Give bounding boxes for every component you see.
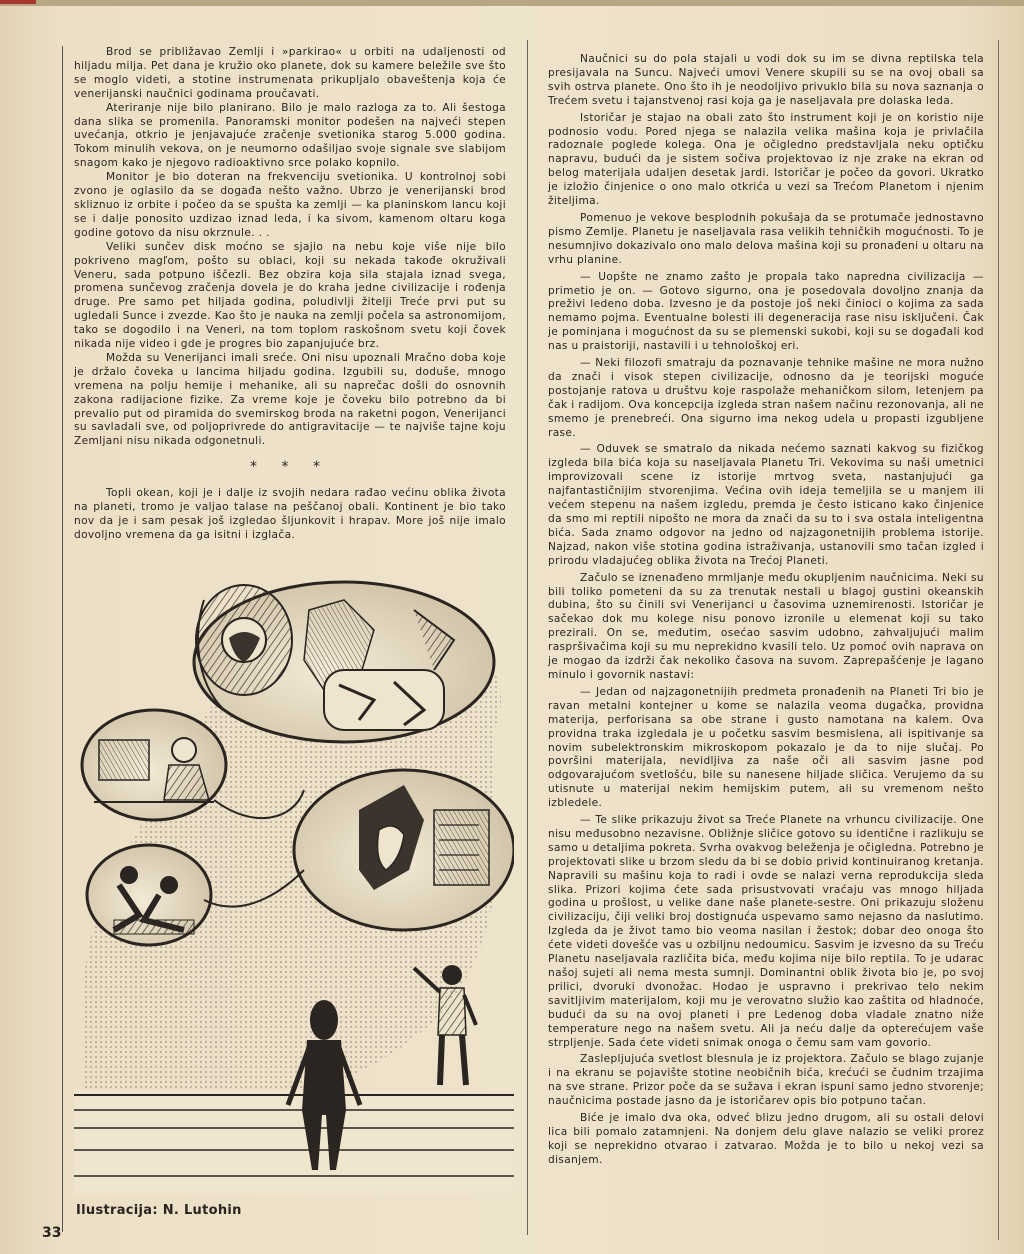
bubble-egyptian-scene <box>294 770 514 930</box>
left-paragraph-6: Topli okean, koji je i dalje iz svojih nedara rađao većinu oblika života na planeti, tromo je valjao talase na peščanoj obali. Kontinent je bio tako nov da je i sam pesak još izgledao šljunkovit i hrapav. More još nije imalo dovoljno vremena da ga isitni i izglača. <box>74 487 506 541</box>
right-paragraph-2: Istoričar je stajao na obali zato što instrument koji je on koristio nije podnosio vodu. Pored njega se nalazila velika mašina koja je privlačila radoznale poglede kolega. Ona je očigledno predstavljala neku optičku napravu, budući da je sistem sočiva projektovao iz nje zrake na ekran od belog materijala udaljen desetak jardi. Istoričar je počeo da govori. Ukratko je izložio činjenice o ono malo otkrića u vezi sa Trećom Planetom i njenim žiteljima. <box>548 111 984 208</box>
left-column <box>74 46 506 543</box>
perspective-floor <box>74 1090 514 1195</box>
right-paragraph-11: Biće je imalo dva oka, odveć blizu jedno drugom, ali su ostali delovi lica bili pomalo zatamnjeni. Na donjem delu glave nalazio se veliki prorez koji se neprekidno otvarao i zatvarao. Možda je to bilo u nekoj vezi sa disanjem. <box>548 1112 984 1166</box>
top-edge <box>0 0 1024 6</box>
bubble-fight-scene <box>87 845 211 945</box>
right-paragraph-7: Začulo se iznenađeno mrmljanje među okupljenim naučnicima. Neki su bili toliko pometeni da su za trenutak nestali u blagoj gustini okeanskih dubina, što su činili svi Venerijanci u časovima uznemirenosti. Istoričar je sačekao dok mu kolege nisu ponovo izronile u elemenat koji su tako prezirali. On se, međutim, osećao sasvim udobno, zahvaljujući malim raspršivačima koji su mu neprekidno kvasili telo. Uz pomoć ovih naprava on je mogao da izdrži čak nekoliko časova na suvom. Zaprepašćenje je lagano minulo i govornik nastavi: <box>548 571 984 681</box>
right-paragraph-8: — Jedan od najzagonetnijih predmeta pronađenih na Planeti Tri bio je ravan metalni kontejner u kome se nalazila veoma dugačka, providna materija, perforisana sa obe strane i gusto namotana na kalem. Ova providna traka izgledala je u početku sasvim besmislena, ali ispitivanje sa novim subelektronskim mikroskopom pokazalo je da to nije slučaj. Po površini materijala, nevidljiva za naše oči ali sasvim jasne pod odgovarajućom svetlošću, bile su nanesene hiljade sličica. Verujemo da su utisnute u materijal nekim hemijskim putem, ali su vremenom nešto izbledele. <box>548 685 984 810</box>
bubble-workshop-scene <box>82 710 226 820</box>
right-paragraph-5: — Neki filozofi smatraju da poznavanje tehnike mašine ne mora nužno da znači i visok stepen civilizacije, odnosno da je teorijski moguće postojanje ratova u društvu koje raspolaže mehaničkom silom, letenjem pa čak i radijom. Ova koncepcija izgleda stran našem načinu rezonovanja, ali ne smemo je prenebreći. Ona sigurno ima nekog udela u propasti izgubljene rase. <box>548 357 984 439</box>
right-column <box>548 53 984 1168</box>
bubble-ancient-scene <box>194 582 494 742</box>
left-paragraph-3: Monitor je bio doteran na frekvenciju svetionika. U kontrolnoj sobi zvono je oglasilo da se događa nešto važno. Ubrzo je venerijanski brod skliznuo iz orbite i počeo da se spušta ka zemlji — ka planinskom lancu koji se i dalje ponosito uzdizao iznad leda, i ka sivom, kamenom oltaru koga godine gotovo da nisu okrznule. . . <box>74 171 506 239</box>
right-paragraph-6: — Oduvek se smatralo da nikada nećemo saznati kakvog su fizičkog izgleda bila bića koja su naseljavala Planetu Tri. Vekovima su naši umetnici improvizovali scene iz istorije mrtvog sveta, nastanjujući ga najfantastičnijim stvorenjima. Većina ovih ideja temeljila se u manjem ili većem stepenu na našem izgledu, premda je često isticano kako činjenice da smo mi reptili nipošto ne mora da znači da su to i sva ostala inteligentna bića. Sada znamo odgovor na jedno od najzagonetnijih problema istorije. Najzad, nakon više stotina godina istraživanja, ustanovili smo tačan izgled i prirodu vladajućeg oblika života na Trećoj Planeti. <box>548 443 984 567</box>
right-paragraph-4: — Uopšte ne znamo zašto je propala tako napredna civilizacija — primetio je on. — Gotovo sigurno, ona je posedovala dovoljno znanja da preživi ledeno doba. Izvesno je da postoje još neki činioci o kojima za sada nemamo pojma. Eventualne bolesti ili degeneracija rase nisu isključeni. Čak je pominjana i mogućnost da su se plemenski sukobi, koji su se događali kod nas u praistoriji, nastavili i u tehnološkoj eri. <box>548 270 984 353</box>
left-paragraph-4: Veliki sunčev disk moćno se sjajio na nebu koje više nije bilo pokriveno magľom, pošto su oblaci, koji su nekada takođe okruživali Veneru, sada potpuno iščezli. Bez obzira koja sila stajala iznad svega, promena sunčevog zračenja dovela je do kraha jedne civilizacije i rođenja druge. Pre samo pet hiljada godina, poludivlji žitelji Treće prvi put su ugledali Sunce i zvezde. Kao što je nauka na zemlji počela sa astronomijom, tako se dogodilo i na Veneri, na tom toplom raskošnom svetu koji čovek nikada nije video i gde je progres bio zapanjujuće brz. <box>74 240 506 351</box>
left-paragraph-5: Možda su Venerijanci imali sreće. Oni nisu upoznali Mračno doba koje je držalo čoveka u lancima hiljadu godina. Izgubili su, doduše, mnogo vremena na polju hemije i mehanike, ali su naprečac došli do osnovnih zakona radijacione fizike. Za vreme koje je čoveku bilo potrebno da bi prevalio put od piramida do svemirskog broda na raketni pogon, Venerijanci su savladali sve, od poljoprivrede do antigravitacije — te najviše tajne koju Zemljani nisu nikada odgonetnuli. <box>74 351 506 448</box>
left-paragraph-1: Brod se približavao Zemlji i »parkirao« u orbiti na udaljenosti od hiljadu milja. Pet dana je kružio oko planete, dok su kamere beležile sve što se moglo videti, a stotine instrumenata prikupljalo obaveštenja koja će venerijanski naučnici godinama proučavati. <box>74 46 506 100</box>
right-paragraph-3: Pomenuo je vekove besplodnih pokušaja da se protumače jednostavno pismo Zemlje. Planetu je naseljavala rasa velikih tehničkih mogućnosti. To je nesumnjivo dokazivalo ono malo delova mašina koji su pronađeni u oltaru na vrhu planine. <box>548 211 984 266</box>
page-number: 33 <box>42 1225 62 1241</box>
right-paragraph-1: Naučnici su do pola stajali u vodi dok su im se divna reptilska tela presijavala na Suncu. Najveći umovi Venere skupili su se na ovoj obali sa svih ostrva planete. Ono što ih je neodoljivo privuklo bila su nova saznanja o Trećem svetu i tajanstvenoj rasi koja ga je naseljavala pre dolaska leda. <box>548 53 984 107</box>
left-paragraph-2: Ateriranje nije bilo planirano. Bilo je malo razloga za to. Ali šestoga dana slika se promenila. Panoramski monitor podešen na najveći stepen uvećanja, otkrio je jenjavajuće zračenje svetionika starog 5.000 godina. Tokom minulih vekova, on je neumorno odašiljao svoje signale sve slabijom snagom kako je njegovo radioaktivno srce polako kopnilo. <box>74 101 506 170</box>
column-divider <box>527 40 528 1235</box>
right-margin-rule <box>998 40 999 1240</box>
section-break-stars: * * * <box>250 459 330 476</box>
illustration-caption: Ilustracija: N. Lutohin <box>76 1203 242 1218</box>
illustration <box>74 570 514 1195</box>
right-paragraph-10: Zaslepljujuća svetlost blesnula je iz projektora. Začulo se blago zujanje i na ekranu se pojavište stotine neobičnih bića, krećući se čudnim trzajima na sve strane. Prizor poče da se sužava i ekran ispuni samo jedno stvorenje; naučnicima postade jasno da je istoričarev opis bio potpuno tačan. <box>548 1053 984 1108</box>
left-margin-rule <box>62 46 63 1232</box>
top-red-mark <box>0 0 36 4</box>
right-paragraph-9: — Te slike prikazuju život sa Treće Planete na vrhuncu civilizacije. One nisu međusobno nezavisne. Obližnje sličice gotovo su identične i razlikuju se samo u detaljima pokreta. Svrha ovakvog beleženja je očigledna. Potrebno je projektovati slike u brzom sledu da bi se dobio privid kontinuiranog kretanja. Napravili su mašinu koja to radi i ovde se nalazi vernа reprodukcija sleda slika. Prizori kojima ćete sada prisustvovati vraćaju vas mnogo hiljada godina u prošlost, u velike dane naše planete-sestre. Oni prikazuju složenu civilizaciju, čiji veliki broj dostignuća uspevamo samo nejasno da naslutimo. Izgleda da je život tamo bio veoma nasilan i žestok; dobar deo onoga što ćete videti dovešće vas u ozbiljnu nedoumicu. Sasvim je izvesno da su Treću Planetu naseljavala različita bića, među kojima nije bilo reptila. To je udarac našoj sujeti ali nema mesta sumnji. Dominantni oblik života bio je, po svoj prilici, dvoruki dvonožac. Hodao je uspravno i prekrivao telo nekim savitljivim materijalom, koji mu je verovatno služio kao zaštita od hladnoće, budući da su na ovoj planeti i pre Ledenog doba vladale znatno niže temperature nego na našem svetu. Ali ja neću dalje da opterećujem vaše strpljenje. Sada ćete videti snimak onoga o čemu sam vam govorio. <box>548 814 984 1049</box>
